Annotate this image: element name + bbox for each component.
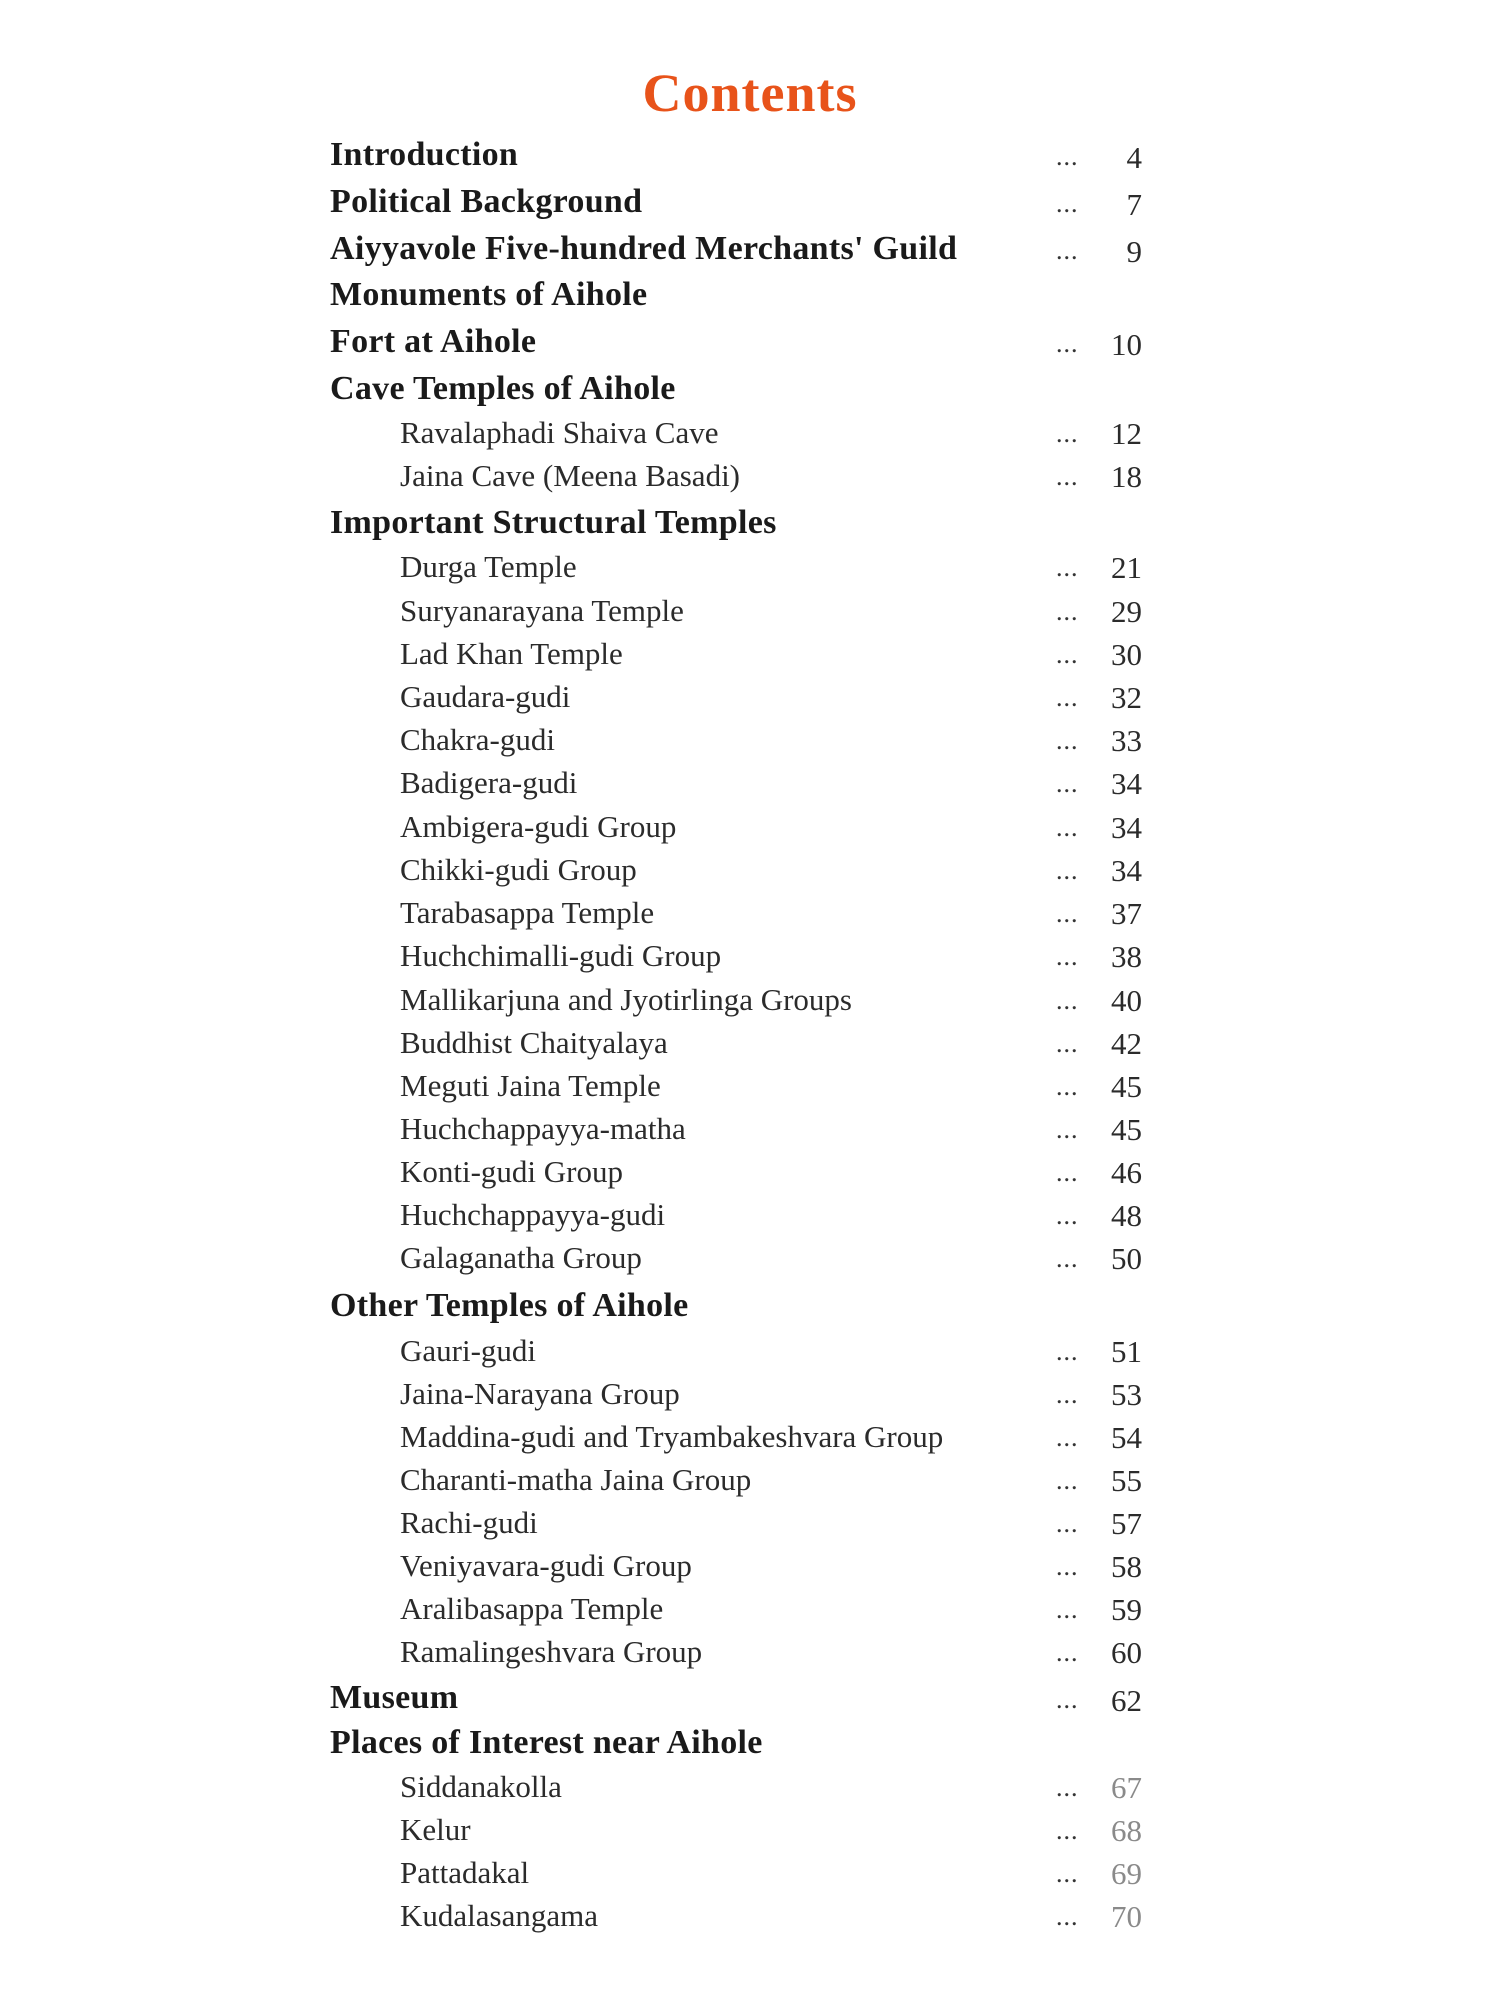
toc-section-entry[interactable] xyxy=(0,230,1500,274)
toc-leader-dots: ... xyxy=(1056,597,1079,626)
toc-page-number: 10 xyxy=(1111,327,1142,362)
toc-section-entry[interactable] xyxy=(0,183,1500,227)
toc-page-number: 68 xyxy=(1111,1813,1142,1848)
toc-leader-dots: ... xyxy=(1056,1466,1079,1495)
toc-leader-dots: ... xyxy=(1056,1158,1079,1187)
toc-entry-title: Political Background xyxy=(330,183,643,220)
toc-leader-dots: ... xyxy=(1056,1638,1079,1667)
toc-subentry[interactable] xyxy=(0,549,1500,593)
toc-leader-dots: ... xyxy=(1056,1423,1079,1452)
toc-section-entry[interactable] xyxy=(0,276,1500,320)
toc-page-number: 59 xyxy=(1111,1592,1142,1627)
toc-page-number: 45 xyxy=(1111,1069,1142,1104)
toc-subentry[interactable] xyxy=(0,458,1500,502)
toc-leader-dots: ... xyxy=(1056,553,1079,582)
toc-page-number: 53 xyxy=(1111,1377,1142,1412)
toc-page-number: 57 xyxy=(1111,1506,1142,1541)
toc-entry-title: Ambigera-gudi Group xyxy=(400,809,677,844)
toc-page-number: 69 xyxy=(1111,1856,1142,1891)
page-title: Contents xyxy=(642,63,858,123)
toc-subentry[interactable] xyxy=(0,722,1500,766)
toc-section-entry[interactable] xyxy=(0,504,1500,548)
toc-subentry[interactable] xyxy=(0,982,1500,1026)
toc-page-number: 40 xyxy=(1111,983,1142,1018)
toc-entry-title: Tarabasappa Temple xyxy=(400,895,655,930)
toc-entry-title: Jaina-Narayana Group xyxy=(400,1376,680,1411)
toc-leader-dots: ... xyxy=(1056,1115,1079,1144)
toc-page-number: 70 xyxy=(1111,1899,1142,1934)
toc-leader-dots: ... xyxy=(1056,683,1079,712)
toc-section-entry[interactable] xyxy=(0,370,1500,414)
toc-leader-dots: ... xyxy=(1056,1552,1079,1581)
toc-entry-title: Lad Khan Temple xyxy=(400,636,623,671)
toc-leader-dots: ... xyxy=(1056,1380,1079,1409)
toc-subentry[interactable] xyxy=(0,852,1500,896)
toc-leader-dots: ... xyxy=(1056,1201,1079,1230)
toc-section-entry[interactable] xyxy=(0,1679,1500,1723)
toc-subentry[interactable] xyxy=(0,1898,1500,1942)
toc-entry-title: Konti-gudi Group xyxy=(400,1154,624,1189)
toc-page-number: 58 xyxy=(1111,1549,1142,1584)
toc-entry-title: Ramalingeshvara Group xyxy=(400,1634,703,1669)
toc-leader-dots: ... xyxy=(1056,329,1079,358)
toc-page-number: 34 xyxy=(1111,810,1142,845)
toc-page-number: 51 xyxy=(1111,1334,1142,1369)
toc-entry-title: Pattadakal xyxy=(400,1855,530,1890)
toc-leader-dots: ... xyxy=(1056,189,1079,218)
toc-subentry[interactable] xyxy=(0,679,1500,723)
toc-page-number: 67 xyxy=(1111,1770,1142,1805)
toc-entry-title: Buddhist Chaityalaya xyxy=(400,1025,668,1060)
toc-leader-dots: ... xyxy=(1056,726,1079,755)
toc-entry-title: Veniyavara-gudi Group xyxy=(400,1548,692,1583)
toc-page-number: 21 xyxy=(1111,550,1142,585)
toc-subentry[interactable] xyxy=(0,809,1500,853)
toc-page-number: 48 xyxy=(1111,1198,1142,1233)
toc-page-number: 9 xyxy=(1126,234,1142,269)
toc-subentry[interactable] xyxy=(0,1333,1500,1377)
toc-leader-dots: ... xyxy=(1056,1509,1079,1538)
toc-entry-title: Chikki-gudi Group xyxy=(400,852,637,887)
toc-subentry[interactable] xyxy=(0,1812,1500,1856)
toc-leader-dots: ... xyxy=(1056,1244,1079,1273)
toc-subentry[interactable] xyxy=(0,636,1500,680)
toc-leader-dots: ... xyxy=(1056,769,1079,798)
toc-leader-dots: ... xyxy=(1056,1859,1079,1888)
toc-subentry[interactable] xyxy=(0,765,1500,809)
toc-entry-title: Durga Temple xyxy=(400,549,577,584)
toc-entry-title: Cave Temples of Aihole xyxy=(330,370,676,407)
toc-entry-title: Fort at Aihole xyxy=(330,323,537,360)
toc-subentry[interactable] xyxy=(0,1240,1500,1284)
toc-subentry[interactable] xyxy=(0,1154,1500,1198)
toc-leader-dots: ... xyxy=(1056,1337,1079,1366)
toc-page-number: 60 xyxy=(1111,1635,1142,1670)
toc-page-number: 42 xyxy=(1111,1026,1142,1061)
toc-subentry[interactable] xyxy=(0,1111,1500,1155)
toc-subentry[interactable] xyxy=(0,415,1500,459)
toc-entry-title: Kelur xyxy=(400,1812,471,1847)
toc-page-number: 55 xyxy=(1111,1463,1142,1498)
toc-leader-dots: ... xyxy=(1056,1816,1079,1845)
toc-subentry[interactable] xyxy=(0,1505,1500,1549)
toc-leader-dots: ... xyxy=(1056,1902,1079,1931)
toc-subentry[interactable] xyxy=(0,938,1500,982)
toc-page-number: 54 xyxy=(1111,1420,1142,1455)
toc-subentry[interactable] xyxy=(0,1376,1500,1420)
toc-entry-title: Gauri-gudi xyxy=(400,1333,537,1368)
toc-entry-title: Aiyyavole Five-hundred Merchants' Guild xyxy=(330,230,958,267)
toc-leader-dots: ... xyxy=(1056,942,1079,971)
toc-leader-dots: ... xyxy=(1056,462,1079,491)
toc-subentry[interactable] xyxy=(0,593,1500,637)
toc-leader-dots: ... xyxy=(1056,813,1079,842)
toc-subentry[interactable] xyxy=(0,1769,1500,1813)
toc-page-number: 37 xyxy=(1111,896,1142,931)
toc-entry-title: Maddina-gudi and Tryambakeshvara Group xyxy=(400,1419,944,1454)
toc-leader-dots: ... xyxy=(1056,1029,1079,1058)
toc-entry-title: Siddanakolla xyxy=(400,1769,562,1804)
toc-page-number: 7 xyxy=(1126,187,1142,222)
toc-leader-dots: ... xyxy=(1056,419,1079,448)
toc-leader-dots: ... xyxy=(1056,1072,1079,1101)
toc-entry-title: Monuments of Aihole xyxy=(330,276,648,313)
toc-section-entry[interactable] xyxy=(0,1724,1500,1768)
toc-page-number: 12 xyxy=(1111,416,1142,451)
toc-leader-dots: ... xyxy=(1056,640,1079,669)
toc-subentry[interactable] xyxy=(0,1591,1500,1635)
toc-entry-title: Mallikarjuna and Jyotirlinga Groups xyxy=(400,982,852,1017)
toc-page-number: 62 xyxy=(1111,1683,1142,1718)
toc-leader-dots: ... xyxy=(1056,1595,1079,1624)
toc-leader-dots: ... xyxy=(1056,1773,1079,1802)
toc-subentry[interactable] xyxy=(0,1548,1500,1592)
toc-entry-title: Huchchimalli-gudi Group xyxy=(400,938,722,973)
toc-entry-title: Other Temples of Aihole xyxy=(330,1287,689,1324)
toc-leader-dots: ... xyxy=(1056,142,1079,171)
toc-entry-title: Rachi-gudi xyxy=(400,1505,538,1540)
toc-entry-title: Meguti Jaina Temple xyxy=(400,1068,661,1103)
toc-entry-title: Badigera-gudi xyxy=(400,765,578,800)
toc-entry-title: Huchchappayya-matha xyxy=(400,1111,686,1146)
toc-leader-dots: ... xyxy=(1056,986,1079,1015)
toc-entry-title: Chakra-gudi xyxy=(400,722,555,757)
toc-subentry[interactable] xyxy=(0,1025,1500,1069)
toc-entry-title: Aralibasappa Temple xyxy=(400,1591,664,1626)
toc-entry-title: Important Structural Temples xyxy=(330,504,777,541)
toc-page-number: 4 xyxy=(1126,140,1142,175)
toc-page-number: 34 xyxy=(1111,853,1142,888)
toc-subentry[interactable] xyxy=(0,1462,1500,1506)
toc-entry-title: Galaganatha Group xyxy=(400,1240,642,1275)
toc-entry-title: Introduction xyxy=(330,136,519,173)
toc-page-number: 38 xyxy=(1111,939,1142,974)
toc-page-number: 34 xyxy=(1111,766,1142,801)
toc-entry-title: Gaudara-gudi xyxy=(400,679,571,714)
toc-subentry[interactable] xyxy=(0,1068,1500,1112)
toc-page-number: 33 xyxy=(1111,723,1142,758)
toc-entry-title: Charanti-matha Jaina Group xyxy=(400,1462,752,1497)
toc-subentry[interactable] xyxy=(0,895,1500,939)
toc-leader-dots: ... xyxy=(1056,1685,1079,1714)
toc-page-number: 32 xyxy=(1111,680,1142,715)
toc-page-number: 50 xyxy=(1111,1241,1142,1276)
toc-page-number: 18 xyxy=(1111,459,1142,494)
toc-section-entry[interactable] xyxy=(0,1287,1500,1331)
toc-page-number: 30 xyxy=(1111,637,1142,672)
toc-leader-dots: ... xyxy=(1056,236,1079,265)
toc-page-number: 29 xyxy=(1111,594,1142,629)
toc-subentry[interactable] xyxy=(0,1634,1500,1678)
toc-section-entry[interactable] xyxy=(0,136,1500,180)
toc-entry-title: Jaina Cave (Meena Basadi) xyxy=(400,458,741,493)
toc-subentry[interactable] xyxy=(0,1197,1500,1241)
toc-subentry[interactable] xyxy=(0,1419,1500,1463)
toc-entry-title: Huchchappayya-gudi xyxy=(400,1197,666,1232)
toc-entry-title: Kudalasangama xyxy=(400,1898,598,1933)
toc-entry-title: Suryanarayana Temple xyxy=(400,593,684,628)
toc-section-entry[interactable] xyxy=(0,323,1500,367)
toc-page-number: 45 xyxy=(1111,1112,1142,1147)
toc-page-number: 46 xyxy=(1111,1155,1142,1190)
toc-entry-title: Ravalaphadi Shaiva Cave xyxy=(400,415,719,450)
toc-leader-dots: ... xyxy=(1056,856,1079,885)
toc-entry-title: Places of Interest near Aihole xyxy=(330,1724,763,1761)
toc-entry-title: Museum xyxy=(330,1679,459,1716)
toc-subentry[interactable] xyxy=(0,1855,1500,1899)
toc-leader-dots: ... xyxy=(1056,899,1079,928)
